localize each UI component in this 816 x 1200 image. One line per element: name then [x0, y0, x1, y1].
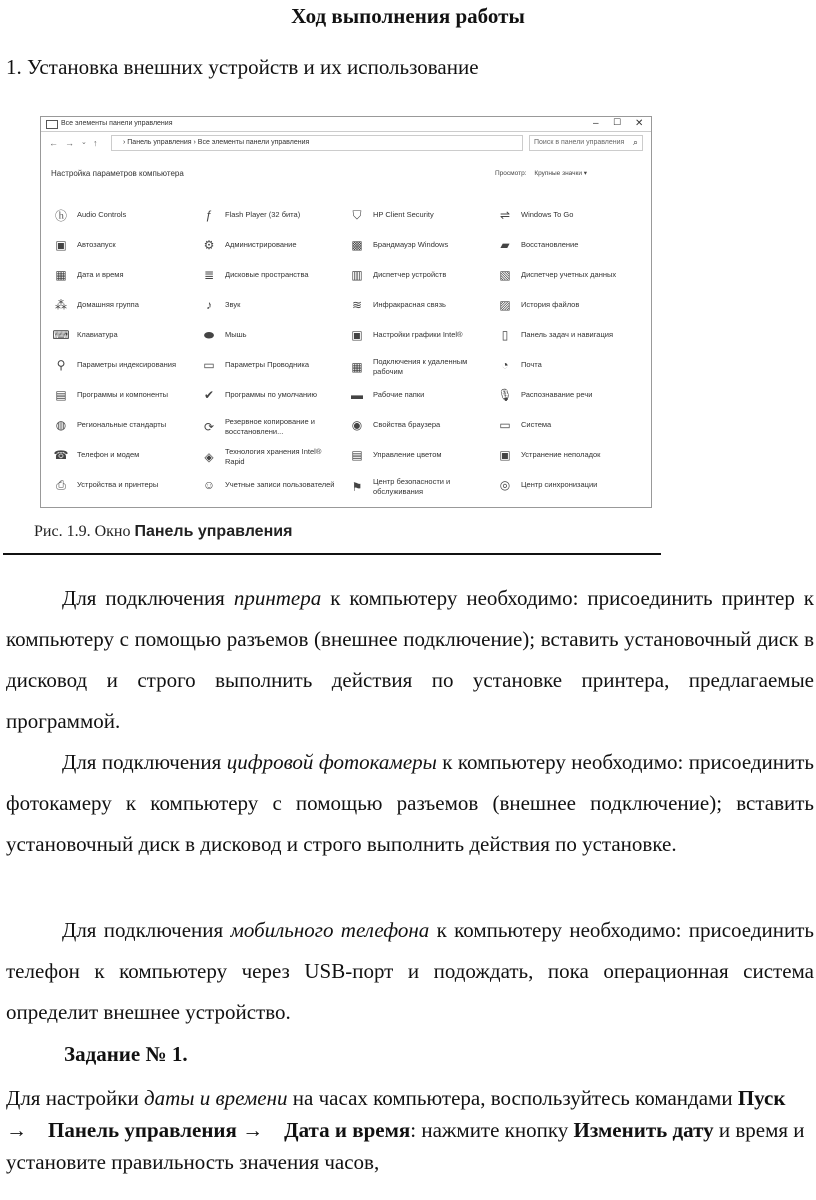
work-folders-icon: ▬	[351, 388, 363, 402]
intel-graphics-icon: ▣	[351, 328, 363, 342]
cp-item[interactable]: ⎙ Устройства и принтеры	[53, 477, 193, 493]
cp-item[interactable]: ▧ Диспетчер учетных данных	[497, 267, 637, 283]
internet-options-icon: ◉	[351, 418, 363, 432]
cp-item[interactable]: ▤ Программы и компоненты	[53, 387, 193, 403]
window-icon	[46, 120, 58, 129]
phone-modem-icon: ☎	[53, 448, 69, 462]
up-arrow-icon[interactable]: ↑	[93, 138, 98, 148]
paragraph-printer: Для подключения принтера к компьютеру необходимо: присоединить принтер к компьютеру с помощью разъемов (внешнее подключение); вставить установочный диск в дисковод и строго выполнить действия по установке принтера, предлагаемые программой.	[6, 586, 814, 733]
default-programs-icon: ✔	[203, 388, 215, 402]
region-icon: ◍	[55, 418, 67, 432]
cp-item[interactable]: ⇌ Windows To Go	[497, 207, 637, 223]
device-manager-icon: ▥	[351, 268, 363, 282]
cp-item[interactable]: ƒ Flash Player (32 бита)	[201, 207, 341, 223]
cp-item[interactable]: ⓗ Audio Controls	[54, 208, 127, 223]
panel-header: Настройка параметров компьютера	[51, 169, 184, 178]
cp-item[interactable]: ▥ Диспетчер устройств	[349, 267, 489, 283]
hp-logo-icon: ⓗ	[54, 208, 67, 223]
credential-manager-icon: ▧	[499, 268, 511, 282]
minimize-icon[interactable]: –	[593, 118, 599, 129]
cp-item[interactable]: ◍ Региональные стандарты	[53, 417, 193, 433]
troubleshooting-icon: ▣	[499, 448, 511, 462]
view-value[interactable]: Крупные значки ▾	[534, 170, 588, 177]
search-icon: ⌕	[632, 137, 638, 147]
search-placeholder: Поиск в панели управления	[534, 139, 625, 146]
remote-desktop-icon: ▦	[351, 360, 363, 374]
cp-item[interactable]: ▨ История файлов	[497, 297, 637, 313]
cp-item[interactable]: ⚑ Центр безопасности и обслуживания	[349, 477, 489, 497]
indexing-icon: ⚲	[56, 358, 66, 372]
programs-icon: ▤	[55, 388, 67, 402]
homegroup-icon: ⁂	[55, 298, 67, 312]
control-panel-items	[53, 207, 652, 507]
paragraph-camera: Для подключения цифровой фотокамеры к компьютеру необходимо: присоединить фотокамеру к компьютеру с помощью разъемов (внешнее подключение); вставить установочный диск в дисковод и строго выполнить действия по установке.	[6, 750, 815, 856]
cp-item[interactable]: ⚙ Администрирование	[201, 237, 341, 253]
cp-item[interactable]: ◎ Центр синхронизации	[497, 477, 637, 493]
recovery-icon: ▰	[500, 238, 510, 252]
cp-item[interactable]: ◔ Почта	[497, 357, 637, 373]
flash-icon: ƒ	[205, 208, 213, 222]
cp-item[interactable]: ♪ Звук	[201, 297, 341, 313]
breadcrumb[interactable]: › Панель управления › Все элементы панели управления	[123, 139, 310, 146]
cp-item[interactable]: ⛉ HP Client Security	[349, 207, 489, 223]
cp-item[interactable]: ▣ Настройки графики Intel®	[349, 327, 489, 343]
task-heading: Задание № 1.	[64, 1042, 188, 1066]
cp-item[interactable]: 🎙︎ Распознавание речи	[497, 388, 593, 402]
cp-item[interactable]: ▤ Управление цветом	[349, 447, 489, 463]
divider	[3, 553, 661, 555]
cp-item[interactable]: ▰ Восстановление	[497, 237, 637, 253]
view-selector[interactable]	[495, 169, 587, 177]
color-management-icon: ▤	[351, 448, 363, 462]
file-history-icon: ▨	[499, 298, 511, 312]
maximize-icon[interactable]: ☐	[613, 117, 622, 127]
storage-spaces-icon: ≣	[203, 268, 215, 282]
window-title: Все элементы панели управления	[61, 120, 173, 127]
search-input[interactable]	[529, 135, 643, 151]
speaker-icon: ♪	[206, 298, 212, 312]
figure-caption: Рис. 1.9. Окно Панель управления	[34, 523, 293, 540]
cp-item[interactable]: ▯ Панель задач и навигация	[497, 327, 637, 343]
backup-icon: ⟳	[203, 420, 215, 434]
cp-item[interactable]: ▣ Автозапуск	[53, 237, 193, 253]
cp-item[interactable]: ≋ Инфракрасная связь	[349, 297, 489, 313]
cp-item[interactable]: ▦ Дата и время	[53, 267, 193, 283]
taskbar-icon: ▯	[501, 328, 509, 342]
speech-icon: 🎙︎	[497, 388, 513, 402]
window-titlebar	[41, 117, 651, 132]
user-accounts-icon: ☺	[202, 478, 216, 492]
autoplay-icon: ▣	[55, 238, 67, 252]
folder-options-icon: ▭	[203, 358, 215, 372]
calendar-clock-icon: ▦	[55, 268, 67, 282]
cp-item[interactable]: ◈ Технология хранения Intel® Rapid	[201, 447, 341, 467]
security-maintenance-icon: ⚑	[351, 480, 363, 494]
forward-arrow-icon[interactable]: →	[65, 138, 74, 148]
infrared-icon: ≋	[351, 298, 363, 312]
mouse-icon: ⬬	[203, 327, 215, 342]
cp-item[interactable]: ▦ Подключения к удаленным рабочим	[349, 357, 489, 377]
cp-item[interactable]: ☎ Телефон и модем	[53, 448, 140, 462]
cp-item[interactable]: ✔ Программы по умолчанию	[201, 387, 341, 403]
keyboard-icon: ⌨	[52, 328, 70, 342]
windows-to-go-icon: ⇌	[499, 208, 511, 222]
devices-printers-icon: ⎙	[56, 477, 66, 492]
paragraph-phone: Для подключения мобильного телефона к компьютеру необходимо: присоединить телефон к компьютеру через USB-порт и подождать, пока операционная система определит внешнее устройство.	[6, 918, 814, 1024]
cp-item[interactable]: ▭ Параметры Проводника	[201, 357, 341, 373]
page-title: Ход выполнения работы	[291, 4, 525, 28]
paragraph-date-time: Для настройки даты и времени на часах компьютера, воспользуйтесь командами Пуск → Панель управления → Дата и время: нажмите кнопку Изменить дату и время и установите правильность значения часов,	[6, 1086, 805, 1174]
section-heading: 1. Установка внешних устройств и их использование	[6, 55, 479, 79]
cp-item[interactable]: ▭ Система	[497, 417, 637, 433]
back-arrow-icon[interactable]: ←	[49, 138, 58, 148]
cp-item[interactable]: ▬ Рабочие папки	[351, 388, 425, 402]
cp-item[interactable]: ⁂ Домашняя группа	[55, 298, 139, 312]
sync-center-icon: ◎	[499, 478, 511, 492]
mail-icon: ◔	[501, 358, 509, 372]
cp-item[interactable]: ⚲ Параметры индексирования	[53, 357, 193, 373]
intel-rapid-icon: ◈	[204, 450, 214, 464]
address-bar-row	[41, 133, 651, 153]
cp-item[interactable]: ⬬ Мышь	[201, 327, 341, 343]
cp-item[interactable]: ◉ Свойства браузера	[349, 417, 489, 433]
cp-item[interactable]: ≣ Дисковые пространства	[201, 267, 341, 283]
cp-item[interactable]: ☺ Учетные записи пользователей	[202, 478, 335, 492]
admin-tools-icon: ⚙	[203, 238, 215, 252]
chevron-down-icon[interactable]: ⌄	[81, 139, 87, 146]
view-label: Просмотр:	[495, 170, 527, 177]
cp-item[interactable]: ⟳ Резервное копирование и восстановлени...	[201, 417, 341, 437]
shield-icon: ⛉	[352, 207, 362, 222]
close-icon[interactable]: ✕	[635, 118, 644, 129]
control-panel-screenshot	[40, 116, 652, 508]
system-icon: ▭	[499, 418, 511, 432]
firewall-icon: ▩	[351, 238, 363, 252]
cp-item[interactable]: ▣ Устранение неполадок	[497, 447, 637, 463]
cp-item[interactable]: ⌨ Клавиатура	[52, 328, 118, 342]
cp-item[interactable]: ▩ Брандмауэр Windows	[349, 237, 489, 253]
